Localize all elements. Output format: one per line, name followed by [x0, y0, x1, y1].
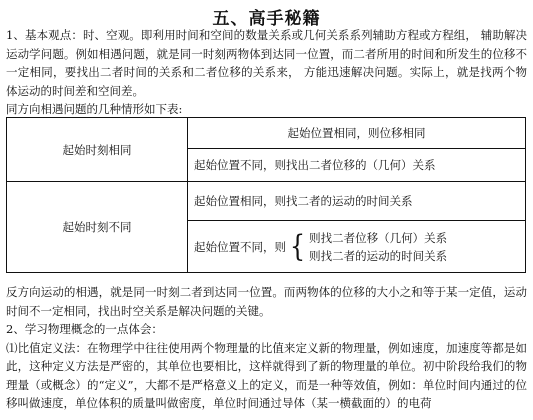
section1-paragraph: 1、基本观点：时、空观。即利用时间和空间的数量关系或几何关系系列辅助方程或方程组， 辅助解决运动学问题。例如相遇问题，就是同一时刻两物体到达同一位置，而二者所用的时间和所发生的位移不一定相同，要找出二者时间的关系和二者位移的关系来， 方能迅速解决问题。实际上，就是找两个物体运动的时间差和空间差。	[6, 28, 527, 98]
row2-case-b-content	[194, 229, 519, 265]
row1-case-b: 起始位置不同，则找出二者位移的（几何）关系	[188, 149, 526, 182]
meeting-cases-table	[6, 117, 526, 273]
row1-label: 起始时刻相同	[7, 118, 188, 182]
page-title: 五、高手秘籍	[212, 9, 321, 29]
row2-case-b-prefix: 起始位置不同，则	[194, 239, 286, 254]
row1-case-a: 起始位置相同，则位移相同	[188, 118, 526, 149]
after-table-paragraph: 反方向运动的相遇，就是同一时刻二者到达同一位置。而两物体的位移的大小之和等于某一定值，运动时间不一定相同，找出时空关系是解决问题的关键。	[6, 285, 527, 318]
section2-paragraph: ⑴比值定义法：在物理学中往往使用两个物理量的比值来定义新的物理量，例如速度，加速度等都是如此，这种定义方法是严密的，其单位也要相比，这样就得到了新的物理量的单位。初中阶段给我们的物理量（或概念）的“定义”，大都不是严格意义上的定义，而是一种等效值，例如：单位时间内通过的位移叫做速度，单位体积的质量叫做密度，单位时间通过导体（某一横截面的）的电荷	[6, 340, 527, 410]
row2-case-b-option-1: 则找二者位移（几何）关系	[309, 230, 448, 245]
section2-title: 2、学习物理概念的一点体会：	[6, 322, 163, 336]
row2-case-a: 起始位置相同，则找二者的运动的时间关系	[188, 182, 526, 221]
row2-case-b	[188, 221, 526, 273]
brace-icon: {	[289, 228, 306, 264]
row2-case-b-option-2: 则找二者的运动的时间关系	[309, 248, 448, 263]
table-intro: 同方向相遇问题的几种情形如下表:	[6, 102, 183, 116]
row2-label: 起始时刻不同	[7, 182, 188, 273]
row2-case-b-options	[309, 229, 447, 265]
body-text	[6, 283, 527, 413]
